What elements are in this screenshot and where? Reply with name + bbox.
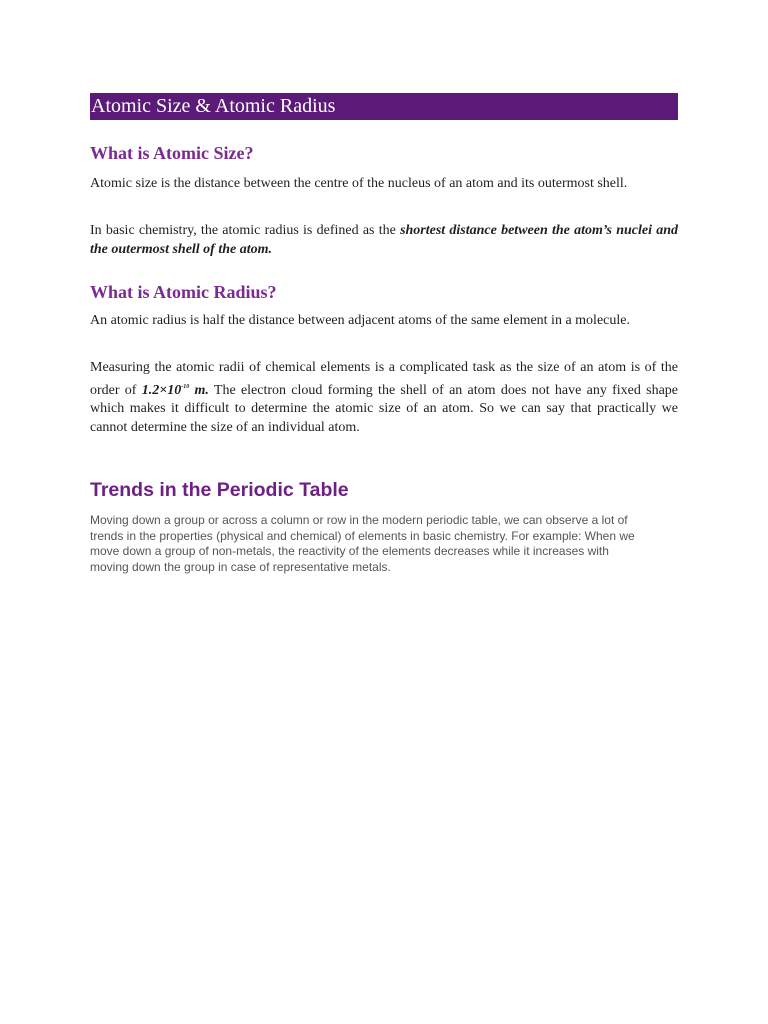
paragraph-intro-text: In basic chemistry, the atomic radius is defined as the <box>90 223 401 238</box>
paragraph-atomic-radius-definition: An atomic radius is half the distance between adjacent atoms of the same element in a molecule. <box>90 313 630 328</box>
paragraph-periodic-trends: Moving down a group or across a column or row in the modern periodic table, we can observe a lot of trends in the properties (physical and chemical) of elements in basic chemistry. For example: When we move down a group of non-metals, the reactivity of the elements decreases while it increases with moving down the group in case of representative metals. <box>90 513 635 574</box>
heading-trends-periodic-table: Trends in the Periodic Table <box>90 479 349 501</box>
paragraph-rest-text: The electron cloud forming the shell of an atom does not have any fixed shape which makes it difficult to determine the atomic size of an atom. So we can say that practically we cannot determine the size of an individual atom. <box>90 382 679 435</box>
paragraph-intro-text: Measuring the atomic radii of chemical elements is a complicated task as the size of an atom is of the order of <box>90 360 678 398</box>
document-title: Atomic Size & Atomic Radius <box>90 93 678 120</box>
emphasis-text: shortest distance between the atom’s nuclei and the outermost shell of the atom. <box>90 223 678 257</box>
atom-size-value: 1.2×10 <box>141 382 182 398</box>
atom-size-unit: m. <box>189 382 209 398</box>
heading-what-is-atomic-radius: What is Atomic Radius? <box>90 282 277 302</box>
paragraph-atomic-size-definition: Atomic size is the distance between the centre of the nucleus of an atom and its outermost shell. <box>90 176 628 191</box>
heading-what-is-atomic-size: What is Atomic Size? <box>90 143 254 163</box>
paragraph-atomic-radius-basic-definition <box>90 222 678 259</box>
atom-size-exponent: -10 <box>181 383 190 390</box>
paragraph-measuring-atomic-radii <box>90 359 678 437</box>
